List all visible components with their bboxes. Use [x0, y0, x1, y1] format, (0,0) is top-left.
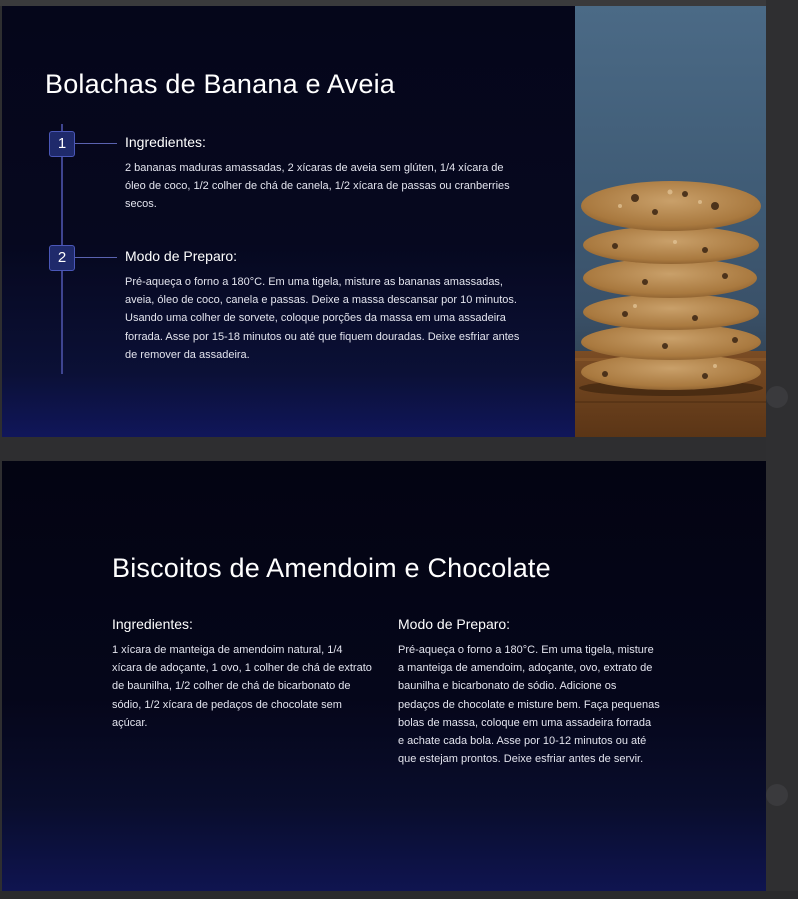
step-connector: [75, 257, 117, 258]
slide-peanut-chocolate-cookies[interactable]: [2, 461, 766, 891]
slide-banana-oat-cookies[interactable]: [2, 6, 766, 437]
step-text: 2 bananas maduras amassadas, 2 xícaras de aveia sem glúten, 1/4 xícara de óleo de coco, 1/2 colher de chá de canela, 1/2 xícara de passas ou cranberries secos.: [125, 162, 510, 211]
gutter-marker: [766, 784, 788, 806]
step-heading: Ingredientes:: [125, 134, 206, 150]
canvas-bottom-edge: [0, 891, 798, 899]
ingredients-heading: Ingredientes:: [112, 616, 193, 632]
method-column: [398, 616, 660, 768]
step-connector: [75, 143, 117, 144]
gutter-marker: [766, 386, 788, 408]
ingredients-column: [112, 616, 374, 732]
method-heading: Modo de Preparo:: [398, 616, 511, 632]
step-text: Pré-aqueça o forno a 180°C. Em uma tigela, misture as bananas amassadas, aveia, óleo de coco, canela e passas. Deixe a massa descansar por 10 minutos. Usando uma colher de sorvete, coloque porções da massa em uma assadeira forrada. Asse por 15-18 minutos ou até que fiquem douradas. Deixe esfriar antes de remover da assadeira.: [125, 276, 520, 361]
slide-title: Biscoitos de Amendoim e Chocolate: [112, 553, 551, 583]
scroll-gutter: [766, 0, 798, 899]
ingredients-text: 1 xícara de manteiga de amendoim natural, 1/4 xícara de adoçante, 1 ovo, 1 colher de chá de extrato de baunilha, 1/2 colher de chá de bicarbonato de sódio, 1/2 xícara de pedaços de chocolate sem açúcar.: [112, 644, 372, 729]
cookie-stack-illustration: [575, 6, 766, 437]
step-number-badge: 2: [49, 245, 75, 271]
method-text: Pré-aqueça o forno a 180°C. Em uma tigela, misture a manteiga de amendoim, adoçante, ovo, extrato de baunilha e bicarbonato de sódio. Adicione os pedaços de chocolate e misture bem. Faça pequenas bolas de massa, coloque em uma assadeira forrada e achate cada bola. Asse por 10-12 minutos ou até que estejam prontos. Deixe esfriar antes de servir.: [398, 644, 660, 766]
step-number-badge: 1: [49, 131, 75, 157]
slide-title: Bolachas de Banana e Aveia: [45, 69, 395, 99]
step-heading: Modo de Preparo:: [125, 248, 238, 264]
cookie-stack-image: [575, 6, 766, 437]
